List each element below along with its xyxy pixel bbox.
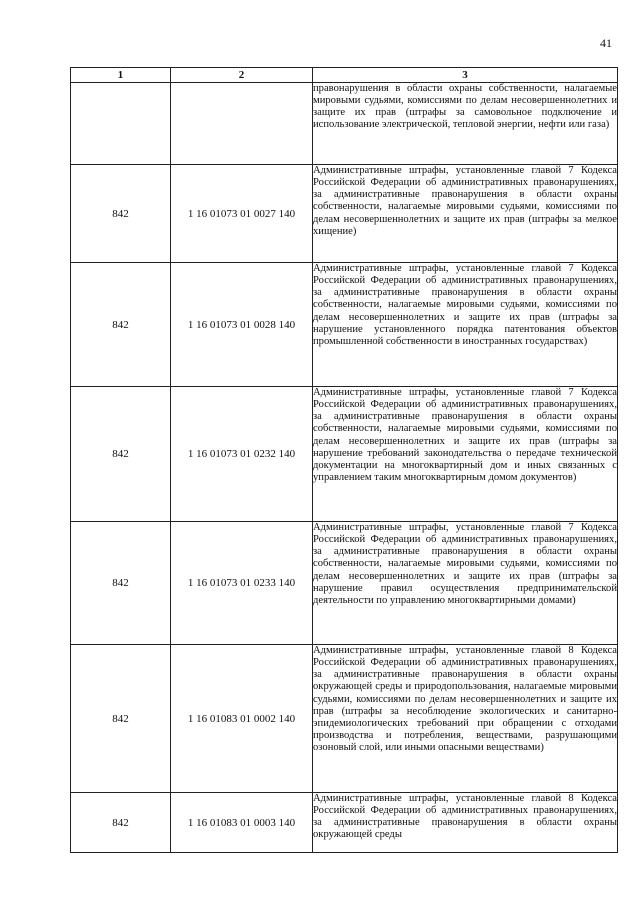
table-row <box>71 263 618 387</box>
description-cell <box>313 645 618 793</box>
description-text: правонарушения в области охраны собственности, налагаемые мировыми судьями, комиссиями по делам несовершеннолетних и защите их прав (штрафы за самовольное подключение и использование электрической, тепловой энергии, нефти или газа) <box>313 83 617 131</box>
description-text: Административные штрафы, установленные главой 7 Кодекса Российской Федерации об административных правонарушениях, за административные правонарушения в области охраны собственности, налагаемые мировыми судьями, комиссиями по делам несовершеннолетних и защите их прав (штрафы за нарушение установленного порядка патентования объектов промышленной собственности в иностранных государствах) <box>313 263 617 347</box>
description-text: Административные штрафы, установленные главой 7 Кодекса Российской Федерации об административных правонарушениях, за административные правонарушения в области охраны собственности, налагаемые мировыми судьями, комиссиями по делам несовершеннолетних и защите их прав (штрафы за нарушение правил осуществления предпринимательской деятельности по управлению многоквартирными домами) <box>313 522 617 606</box>
table-row <box>71 165 618 263</box>
column-header-1: 1 <box>71 68 171 83</box>
description-cell <box>313 165 618 263</box>
budget-code-cell <box>171 83 313 165</box>
admin-code-cell: 842 <box>71 165 171 263</box>
admin-code-cell: 842 <box>71 263 171 387</box>
column-header-2: 2 <box>171 68 313 83</box>
budget-code-cell: 1 16 01073 01 0233 140 <box>171 522 313 645</box>
description-text: Административные штрафы, установленные главой 7 Кодекса Российской Федерации об административных правонарушениях, за административные правонарушения в области охраны собственности, налагаемые мировыми судьями, комиссиями по делам несовершеннолетних и защите их прав (штрафы за нарушение требований законодательства о передаче технической документации на многоквартирный дом и иных связанных с управлением таким многоквартирным домом документов) <box>313 387 617 484</box>
budget-code-cell: 1 16 01083 01 0003 140 <box>171 793 313 853</box>
budget-code-cell: 1 16 01073 01 0028 140 <box>171 263 313 387</box>
description-text: Административные штрафы, установленные главой 7 Кодекса Российской Федерации об административных правонарушениях, за административные правонарушения в области охраны собственности, налагаемые мировыми судьями, комиссиями по делам несовершеннолетних и защите их прав (штрафы за мелкое хищение) <box>313 165 617 237</box>
description-cell <box>313 793 618 853</box>
table-row <box>71 522 618 645</box>
admin-code-cell: 842 <box>71 522 171 645</box>
fines-table <box>70 67 618 853</box>
budget-code-cell: 1 16 01073 01 0232 140 <box>171 387 313 522</box>
admin-code-cell: 842 <box>71 793 171 853</box>
admin-code-cell: 842 <box>71 645 171 793</box>
description-cell <box>313 522 618 645</box>
description-cell <box>313 83 618 165</box>
description-text: Административные штрафы, установленные главой 8 Кодекса Российской Федерации об административных правонарушениях, за административные правонарушения в области охраны окружающей среды <box>313 793 617 841</box>
table-row <box>71 793 618 853</box>
description-text: Административные штрафы, установленные главой 8 Кодекса Российской Федерации об административных правонарушениях, за административные правонарушения в области охраны окружающей среды и природопользования, налагаемые мировыми судьями, комиссиями по делам несовершеннолетних и защите их прав (штрафы за несоблюдение экологических и санитарно-эпидемиологических требований при обращении с отходами производства и потребления, веществами, разрушающими озоновый слой, или иными опасными веществами) <box>313 645 617 754</box>
budget-code-cell: 1 16 01083 01 0002 140 <box>171 645 313 793</box>
admin-code-cell: 842 <box>71 387 171 522</box>
budget-code-cell: 1 16 01073 01 0027 140 <box>171 165 313 263</box>
admin-code-cell <box>71 83 171 165</box>
description-cell <box>313 263 618 387</box>
table-row <box>71 83 618 165</box>
table-row <box>71 645 618 793</box>
column-header-3: 3 <box>313 68 618 83</box>
page-number: 41 <box>600 36 612 50</box>
table-row <box>71 387 618 522</box>
description-cell <box>313 387 618 522</box>
table-header-row <box>71 68 618 83</box>
